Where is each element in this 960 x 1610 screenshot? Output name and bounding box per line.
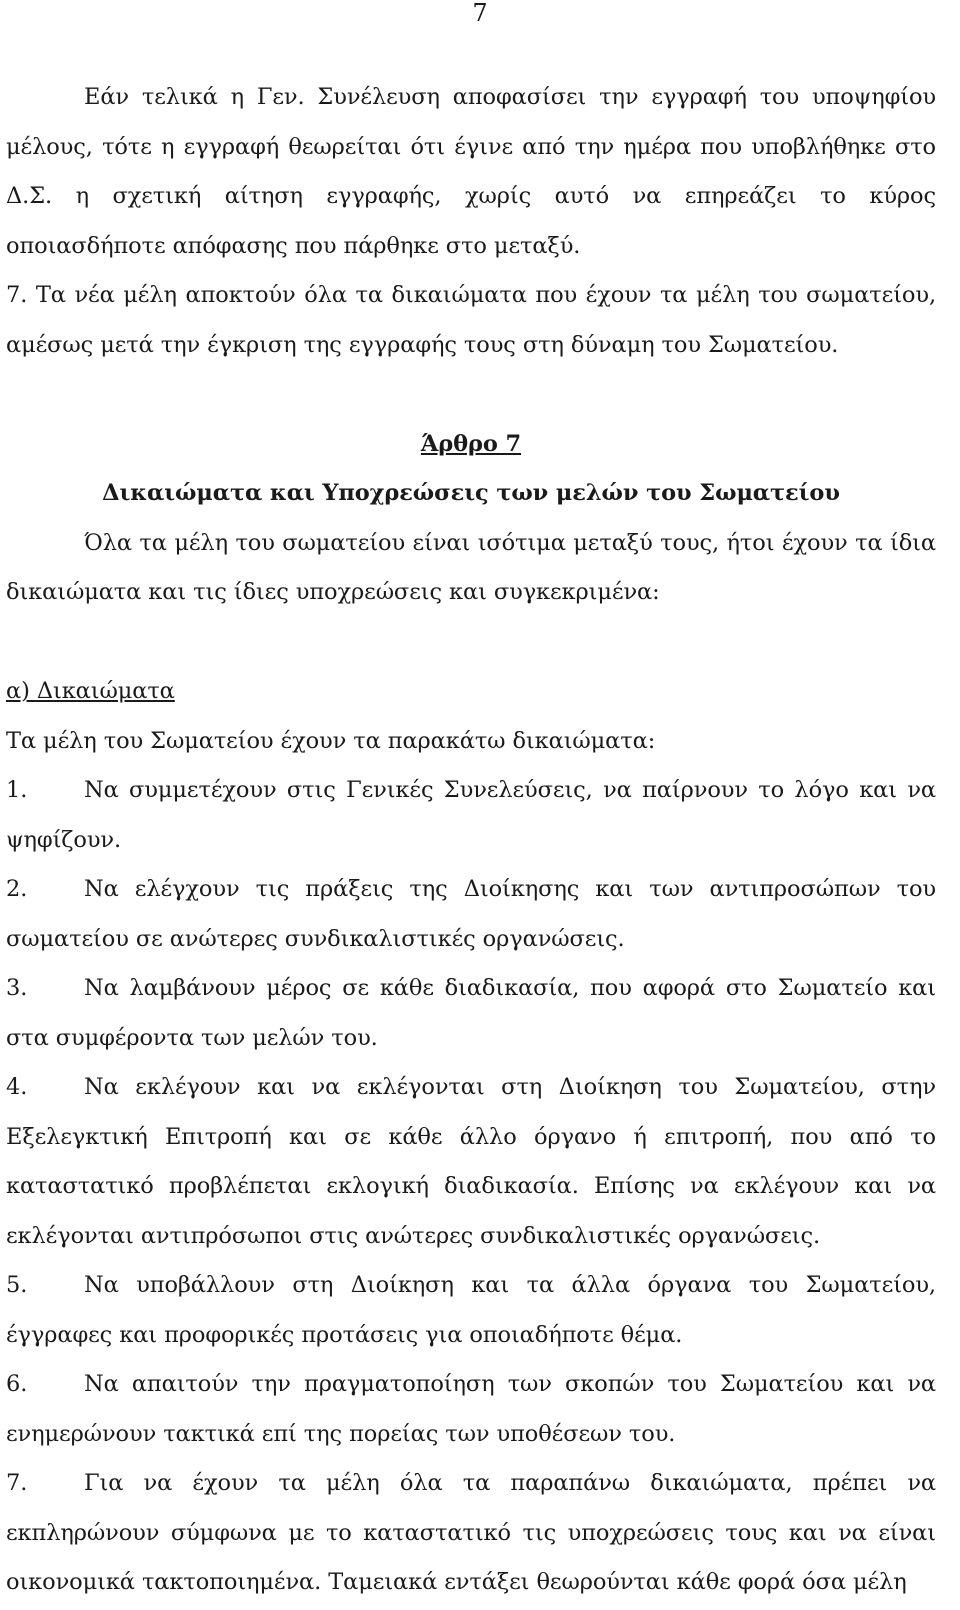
document-body [6,73,936,1608]
article-intro: Όλα τα μέλη του σωματείου είναι ισότιμα μεταξύ τους, ήτοι έχουν τα ίδια δικαιώματα και τις ίδιες υποχρεώσεις και συγκεκριμένα: [6,529,936,605]
article-heading: Άρθρο 7 [420,430,522,457]
spacer [6,370,936,420]
list-item: 1. Να συμμετέχουν στις Γενικές Συνελεύσεις, να παίρνουν το λόγο και να ψηφίζουν. [6,777,936,853]
article-title: Δικαιώματα και Υποχρεώσεις των μελών του Σωματείου [102,480,840,506]
paragraph-new-members-rights: 7. Τα νέα μέλη αποκτούν όλα τα δικαιώματα που έχουν τα μέλη του σωματείου, αμέσως μετά την έγκριση της εγγραφής τους στη δύναμη του Σωματείου. [6,282,936,358]
section-label-rights: α) Δικαιώματα [6,678,175,704]
list-item: 4. Να εκλέγουν και να εκλέγονται στη Διοίκηση του Σωματείου, στην Εξελεγκτική Επιτροπή και σε κάθε άλλο όργανο ή επιτροπή, που από το καταστατικό προβλέπεται εκλογική διαδικασία. Επίσης να εκλέγουν και να εκλέγονται αντιπρόσωποι στις ανώτερες συνδικαλιστικές οργανώσεις. [6,1074,936,1249]
list-item: 7. Για να έχουν τα μέλη όλα τα παραπάνω δικαιώματα, πρέπει να εκπληρώνουν σύμφωνα με το καταστατικό τις υποχρεώσεις τους και να είναι οικονομικά τακτοποιημένα. Ταμειακά εντάξει θεωρούνται κάθε φορά όσα μέλη [6,1470,936,1595]
spacer [6,618,936,668]
rights-lead: Τα μέλη του Σωματείου έχουν τα παρακάτω δικαιώματα: [6,727,656,754]
list-item: 5. Να υποβάλλουν στη Διοίκηση και τα άλλα όργανα του Σωματείου, έγγραφες και προφορικές προτάσεις για οποιαδήποτε θέμα. [6,1272,936,1348]
paragraph-membership-date: Εάν τελικά η Γεν. Συνέλευση αποφασίσει την εγγραφή του υποψηφίου μέλους, τότε η εγγραφή θεωρείται ότι έγινε από την ημέρα που υποβλήθηκε στο Δ.Σ. η σχετική αίτηση εγγραφής, χωρίς αυτό να επηρεάζει το κύρος οποιασδήποτε απόφασης που πάρθηκε στο μεταξύ. [6,84,936,259]
list-item: 2. Να ελέγχουν τις πράξεις της Διοίκησης και των αντιπροσώπων του σωματείου σε ανώτερες συνδικαλιστικές οργανώσεις. [6,876,936,952]
list-item: 6. Να απαιτούν την πραγματοποίηση των σκοπών του Σωματείου και να ενημερώνουν τακτικά επί της πορείας των υποθέσεων του. [6,1371,936,1447]
page-number: 7 [472,0,488,27]
list-item: 3. Να λαμβάνουν μέρος σε κάθε διαδικασία, που αφορά στο Σωματείο και στα συμφέροντα των μελών του. [6,975,936,1051]
